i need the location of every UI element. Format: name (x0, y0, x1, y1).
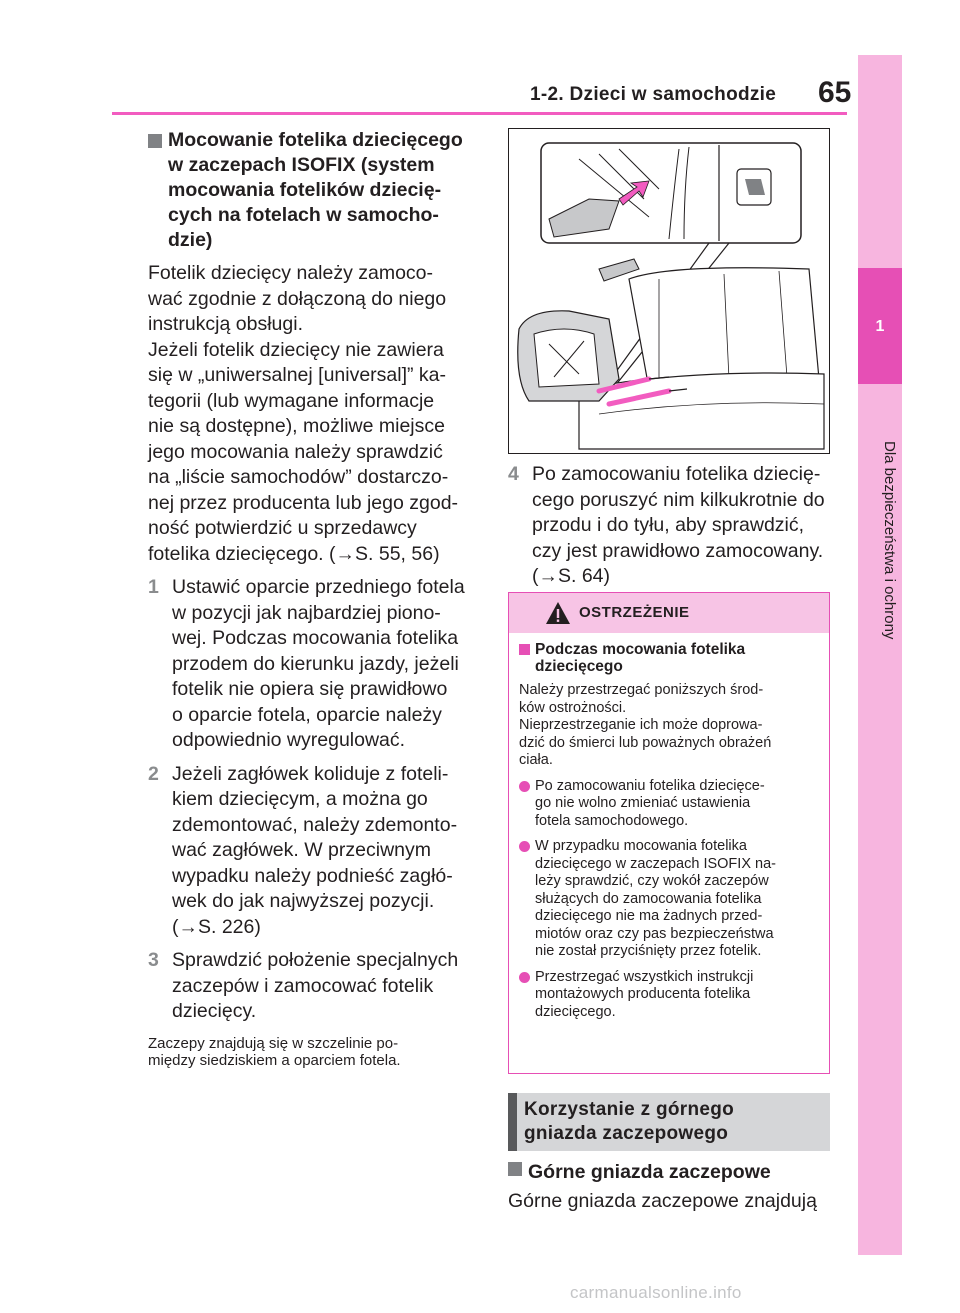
isofix-illustration (508, 128, 830, 454)
text-line: dziecięcego. (535, 1003, 616, 1020)
text-line: ków ostrożności. (519, 699, 627, 716)
square-bullet-icon (508, 1162, 522, 1176)
heading-line: dzie) (168, 229, 213, 251)
text-line: czy jest prawidłowo zamocowany. (532, 539, 824, 562)
warning-triangle-icon (545, 601, 571, 625)
text-line: Sprawdzić położenie specjalnych (172, 949, 459, 971)
top-tether-block (508, 1160, 848, 1215)
text-line: wej. Podczas mocowania fotelika (172, 627, 459, 649)
step-number: 1 (148, 576, 159, 598)
step-4-block (508, 462, 838, 590)
text-line: fotela samochodowego. (535, 812, 689, 829)
text-line: Jeżeli fotelik dziecięcy nie zawiera (148, 338, 444, 361)
warning-bullet (519, 969, 819, 1022)
heading-line: Mocowanie fotelika dziecięcego (168, 129, 463, 151)
top-tether-body: Górne gniazda zaczepowe znajdują (508, 1190, 817, 1212)
circle-bullet-icon (519, 781, 530, 792)
section-heading-bar (508, 1093, 517, 1151)
text-line: instrukcją obsługi. (148, 313, 303, 335)
warning-box (508, 592, 830, 1074)
heading-line: cych na fotelach w samocho- (168, 204, 439, 226)
warning-subheading (519, 641, 819, 675)
circle-bullet-icon (519, 972, 530, 983)
text-line: wypadku należy podnieść zagłó- (172, 864, 453, 887)
text-line: Należy przestrzegać poniższych środ- (519, 682, 764, 698)
step-1 (148, 575, 488, 754)
step-2 (148, 762, 488, 941)
running-header: 1-2. Dzieci w samochodzie (530, 84, 777, 105)
text-line: Po zamocowaniu fotelika dziecię- (532, 463, 821, 485)
text-line: dzić do śmierci lub poważnych obrażeń (519, 734, 772, 751)
top-tether-subheading (508, 1160, 848, 1185)
text-line: wać zgodnie z dołączoną do niego (148, 287, 447, 310)
text-line: się w „uniwersalnej [universal]” ka- (148, 364, 447, 386)
section-heading-box (508, 1093, 830, 1151)
text-line: między siedziskiem a oparciem fotela. (148, 1051, 401, 1069)
text-line: Zaczepy znajdują się w szczelinie po- (148, 1034, 399, 1052)
text-line: Nieprzestrzeganie ich może doprowa- (519, 717, 763, 733)
text-line: Ustawić oparcie przedniego fotela (172, 576, 465, 598)
text-line: go nie wolno zmieniać ustawienia (535, 795, 751, 811)
text-line: kiem dziecięcym, a można go (172, 788, 428, 810)
text-line: odpowiednio wyregulować. (172, 729, 406, 751)
text-line: wek do jak najwyższej pozycji. (172, 890, 435, 912)
heading-line: mocowania fotelików dziecię- (168, 179, 442, 201)
text-line: fotelik nie opiera się prawidłowo (172, 678, 448, 700)
subheading-text: Górne gniazda zaczepowe (528, 1161, 771, 1183)
text-line: tegorii (lub wymagane informacje (148, 389, 435, 412)
isofix-heading (148, 128, 488, 253)
text-line: gniazda zaczepowego (524, 1123, 729, 1144)
text-line: fotelika dziecięcego. (→S. 55, 56) (148, 542, 440, 565)
warning-intro (519, 682, 819, 770)
text-line: cego poruszyć nim kilkukrotnie do (532, 488, 825, 511)
text-line: (→S. 226) (172, 915, 261, 938)
text-line: montażowych producenta fotelika (535, 986, 751, 1002)
heading-line: w zaczepach ISOFIX (system (168, 154, 435, 176)
text-line: nie został przyciśnięty przez fotelik. (535, 943, 762, 959)
text-line: nie są dostępne), możliwe miejsce (148, 415, 445, 437)
section-heading (524, 1098, 734, 1146)
square-bullet-icon (519, 644, 530, 655)
page-number: 65 (818, 76, 852, 109)
circle-bullet-icon (519, 841, 530, 852)
watermark: carmanualsonline.info (570, 1283, 742, 1302)
text-line: dziecięcego (535, 658, 623, 675)
square-bullet-icon (148, 134, 162, 148)
anchor-location-note (148, 1035, 488, 1069)
step-number: 4 (508, 463, 519, 485)
text-line: o oparcie fotela, oparcie należy (172, 703, 442, 726)
step-3 (148, 948, 488, 1025)
step-number: 3 (148, 949, 159, 971)
warning-header (509, 593, 829, 633)
intro-paragraph (148, 261, 488, 567)
warning-bullet (519, 838, 819, 961)
text-line: ność potwierdzić u sprzedawcy (148, 517, 417, 539)
text-line: Przestrzegać wszystkich instrukcji (535, 968, 754, 985)
text-line: jego mocowania należy sprawdzić (148, 440, 443, 463)
warning-bullet (519, 778, 819, 831)
text-line: wać zagłówek. W przeciwnym (172, 839, 431, 861)
step-4 (508, 462, 838, 590)
text-line: służących do zamocowania fotelika (535, 890, 762, 907)
chapter-title: Dla bezpieczeństwa i ochrony (881, 440, 898, 640)
text-line: na „liście samochodów” dostarczo- (148, 466, 449, 488)
warning-body (509, 633, 829, 1021)
text-line: przodu i do tyłu, aby sprawdzić, (532, 514, 805, 536)
text-line: dziecięcego w zaczepach ISOFIX na- (535, 855, 776, 872)
text-line: ciała. (519, 752, 553, 768)
text-line: leży sprawdzić, czy wokół zaczepów (535, 873, 769, 889)
text-line: W przypadku mocowania fotelika (535, 838, 747, 854)
text-line: nej przez producenta lub jego zgod- (148, 491, 459, 514)
text-line: w pozycji jak najbardziej piono- (172, 601, 441, 624)
child-seat-installation-drawing (509, 129, 828, 452)
text-line: Korzystanie z górnego (524, 1099, 735, 1120)
text-line: dziecięcego nie ma żadnych przed- (535, 908, 763, 924)
text-line: przodem do kierunku jazdy, jeżeli (172, 652, 459, 675)
text-line: Fotelik dziecięcy należy zamoco- (148, 262, 434, 284)
chapter-number: 1 (875, 318, 885, 335)
text-line: zaczepów i zamocować fotelik (172, 974, 434, 997)
text-line: zdemontować, należy zdemonto- (172, 813, 458, 836)
text-line: miotów oraz czy pas bezpieczeństwa (535, 925, 774, 942)
warning-title: OSTRZEŻENIE (579, 604, 690, 621)
left-column (148, 128, 488, 1069)
header-rule (112, 112, 847, 115)
step-number: 2 (148, 762, 159, 785)
text-line: Jeżeli zagłówek koliduje z foteli- (172, 762, 449, 785)
text-line: dziecięcy. (172, 1000, 257, 1022)
text-line: Po zamocowaniu fotelika dziecięce- (535, 777, 765, 794)
text-line: (→S. 64) (532, 565, 611, 587)
text-line: Podczas mocowania fotelika (535, 641, 746, 658)
